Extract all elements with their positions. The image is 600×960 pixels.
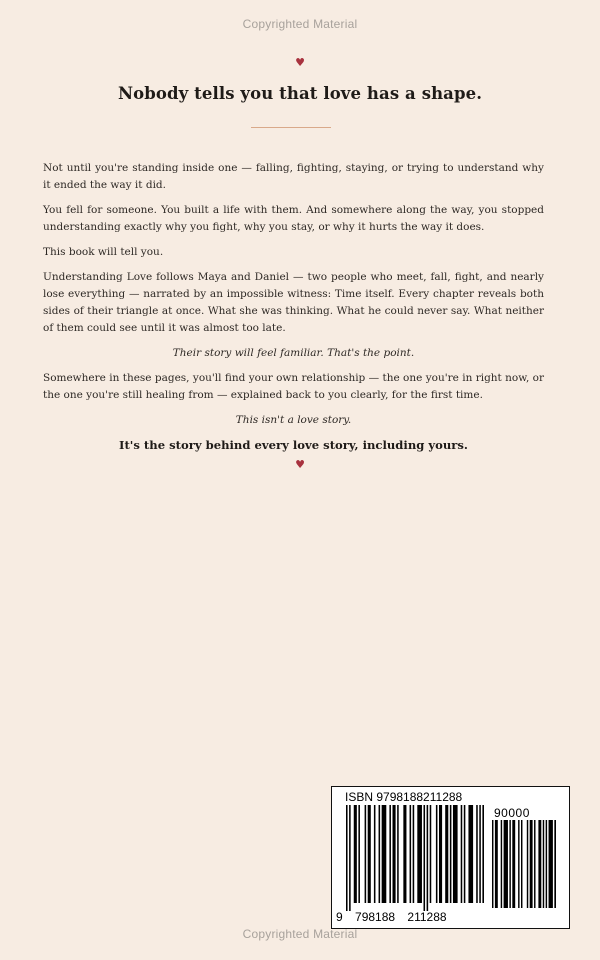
paragraph-4: Understanding Love follows Maya and Daniel — two people who meet, fall, fight, and nearly lose everything — narrated by an impossible witness: Time itself. Every chapter reveals both sides of their triangle at once. What she was thinking. What he could never say. What neither of them could see until it was almost too late. [43, 271, 544, 334]
price-code: 90000 [494, 806, 530, 820]
paragraph-1: Not until you're standing inside one — falling, fighting, staying, or trying to understand why it ended the way it did. [43, 162, 544, 191]
watermark-bottom: Copyrighted Material [242, 927, 358, 941]
paragraph-6: Somewhere in these pages, you'll find your own relationship — the one you're in right now, or the one you're still healing from — explained back to you clearly, for the first time. [43, 372, 544, 401]
isbn-digit-group-3: 211288 [407, 910, 447, 924]
italic-line-familiar: Their story will feel familiar. That's the point. [172, 347, 415, 359]
heart-icon: ♥ [295, 56, 305, 69]
closing-line: It's the story behind every love story, including yours. [119, 438, 468, 452]
italic-line-not-love-story: This isn't a love story. [235, 414, 352, 426]
divider-rule [251, 127, 331, 128]
isbn-digit-group-1: 9 [336, 910, 343, 924]
headline: Nobody tells you that love has a shape. [117, 84, 483, 103]
watermark-top: Copyrighted Material [242, 17, 358, 31]
heart-icon: ♥ [295, 458, 305, 471]
isbn-label: ISBN 9798188211288 [345, 790, 463, 804]
paragraph-2: You fell for someone. You built a life with them. And somewhere along the way, you stopped understanding exactly why you fight, why you stay, or why it hurts the way it does. [43, 204, 544, 233]
isbn-digits [336, 910, 456, 924]
paragraph-3: This book will tell you. [43, 246, 164, 258]
barcode-bars [346, 805, 484, 913]
isbn-barcode [331, 786, 570, 929]
addon-barcode-bars [492, 820, 556, 910]
blurb-body [43, 160, 544, 462]
isbn-digit-group-2: 798188 [355, 910, 396, 924]
